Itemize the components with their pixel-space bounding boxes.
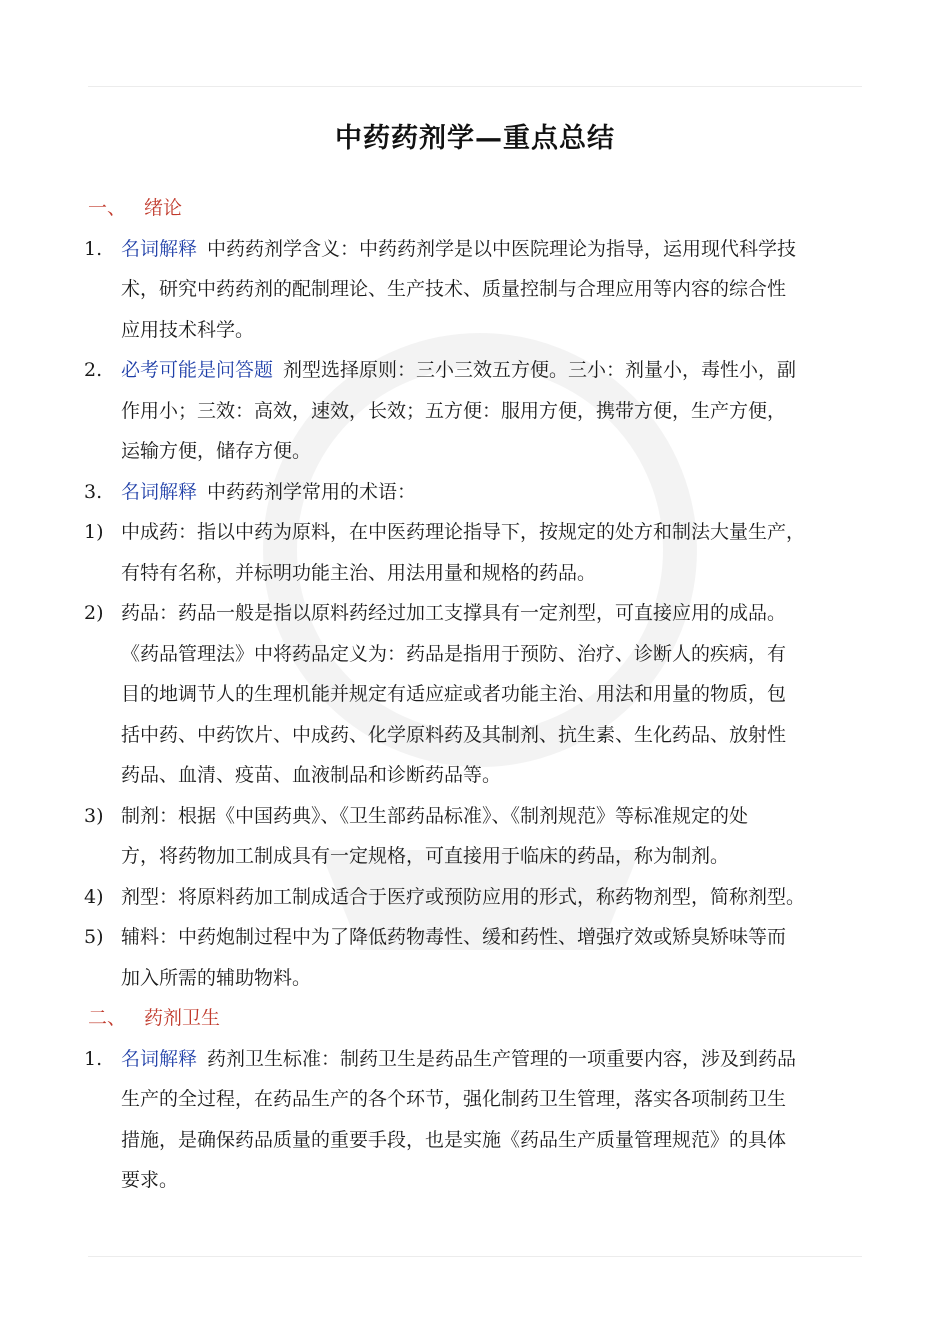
sub-list-item [84,593,884,634]
section-title: 药剂卫生 [144,1007,221,1029]
item-text-continued: 药品、血清、疫苗、血液制品和诊断药品等。 [121,764,502,786]
list-item [84,229,884,270]
section-heading-2 [84,998,884,1039]
item-text: 中成药：指以中药为原料，在中医药理论指导下，按规定的处方和制法大量生产， [121,521,806,543]
item-text: 剂型选择原则：三小三效五方便。三小：剂量小，毒性小，副 [283,359,797,381]
item-text-continued: 术，研究中药药剂的配制理论、生产技术、质量控制与合理应用等内容的综合性 [121,278,787,300]
item-text: 药品：药品一般是指以原料药经过加工支撑具有一定剂型，可直接应用的成品。 [121,602,787,624]
item-text-continued: 作用小；三效：高效，速效，长效；五方便：服用方便，携带方便，生产方便， [121,399,787,422]
item-text-continued: 措施，是确保药品质量的重要手段，也是实施《药品生产质量管理规范》的具体 [121,1128,787,1151]
term-tag: 必考可能是问答题 [121,359,274,381]
item-text-continued: 方，将药物加工制成具有一定规格，可直接用于临床的药品，称为制剂。 [121,845,730,867]
term-tag: 名词解释 [121,237,198,260]
item-number: 2. [84,359,103,381]
section-title: 绪论 [144,197,183,219]
item-text: 中药药剂学常用的术语： [207,480,417,503]
section-heading-1 [84,188,884,229]
document-body [84,188,884,1201]
list-item [84,1039,884,1080]
sub-list-item [84,796,884,837]
item-text-continued: 《药品管理法》中将药品定义为：药品是指用于预防、治疗、诊断人的疾病，有 [121,642,787,665]
item-text-continued: 运输方便，储存方便。 [121,440,312,462]
item-number: 1) [84,521,104,543]
item-number: 4) [84,885,104,908]
section-number: 二、 [88,1007,127,1029]
item-number: 2) [84,602,104,624]
item-text-continued: 加入所需的辅助物料。 [121,966,312,989]
item-number: 3) [84,804,104,827]
term-tag: 名词解释 [121,480,198,503]
item-number: 1. [84,1047,103,1070]
item-text-continued: 括中药、中药饮片、中成药、化学原料药及其制剂、抗生素、生化药品、放射性 [121,723,787,746]
section-number: 一、 [88,197,127,219]
item-number: 5) [84,926,104,948]
item-text-continued: 目的地调节人的生理机能并规定有适应症或者功能主治、用法和用量的物质，包 [121,683,787,705]
item-text: 制剂：根据《中国药典》、《卫生部药品标准》、《制剂规范》等标准规定的处 [121,804,749,827]
item-text-continued: 有特有名称，并标明功能主治、用法用量和规格的药品。 [121,561,597,584]
item-text: 药剂卫生标准：制药卫生是药品生产管理的一项重要内容，涉及到药品 [207,1047,797,1070]
item-text: 中药药剂学含义：中药药剂学是以中医院理论为指导，运用现代科学技 [207,237,797,260]
footer-rule [88,1256,862,1257]
list-item [84,350,884,391]
item-text: 剂型：将原料药加工制成适合于医疗或预防应用的形式，称药物剂型，简称剂型。 [121,885,806,908]
sub-list-item [84,512,884,553]
item-text-continued: 要求。 [121,1169,179,1191]
item-text-continued: 应用技术科学。 [121,318,255,341]
item-text-continued: 生产的全过程，在药品生产的各个环节，强化制药卫生管理，落实各项制药卫生 [121,1088,787,1110]
item-text: 辅料：中药炮制过程中为了降低药物毒性、缓和药性、增强疗效或矫臭矫味等而 [121,926,787,948]
sub-list-item [84,917,884,958]
item-number: 1. [84,237,103,260]
header-rule [88,86,862,87]
page-title: 中药药剂学—重点总结 [335,123,615,154]
list-item [84,472,884,513]
term-tag: 名词解释 [121,1047,198,1070]
sub-list-item [84,877,884,918]
item-number: 3. [84,480,103,503]
